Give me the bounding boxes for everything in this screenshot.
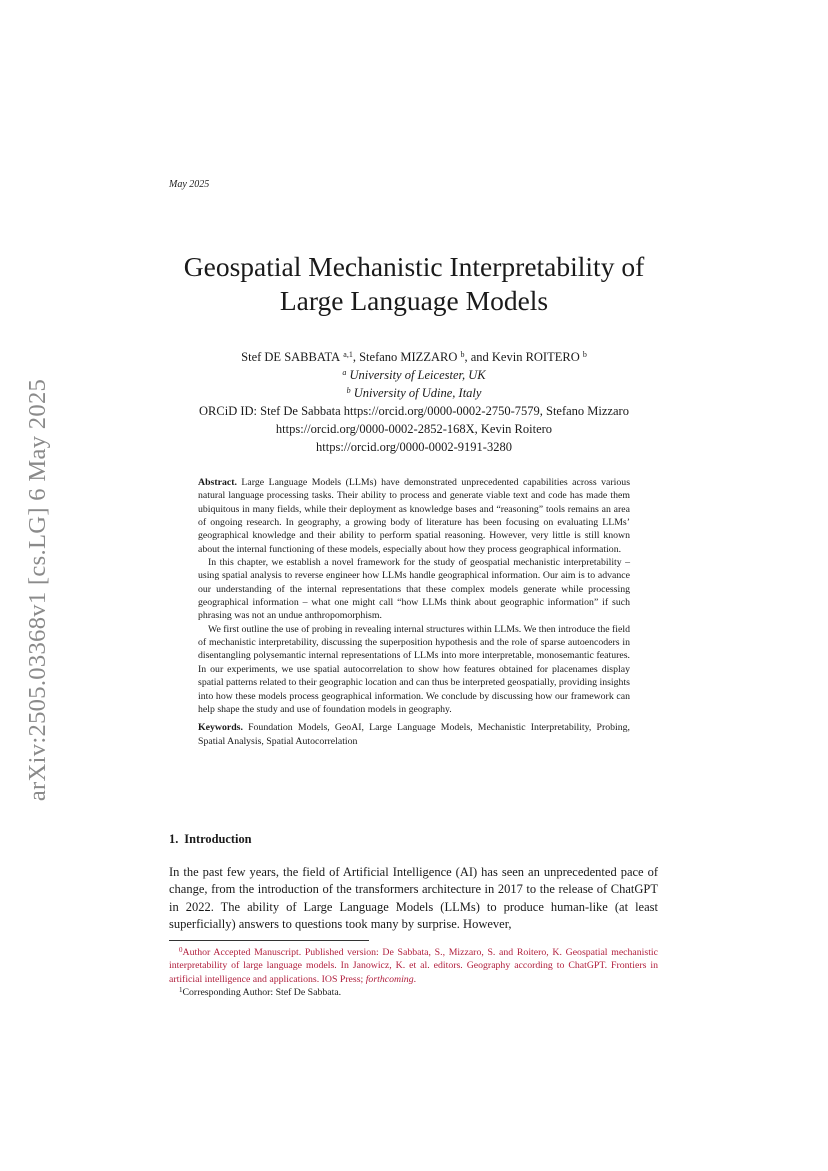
affiliation: [150, 384, 678, 402]
footnote-italic: forthcoming: [365, 973, 414, 985]
footnote-end: .: [413, 973, 417, 985]
abstract: [198, 476, 630, 748]
author-affil-mark: b: [582, 350, 587, 359]
paper-title: [150, 250, 678, 318]
footnote-1: [169, 986, 658, 999]
abstract-paragraph: In this chapter, we establish a novel framework for the study of geospatial mechanistic interpretability – using spatial analysis to reverse engineer how LLMs handle geographical information. Our aim is to advance our understanding of the internal representations that these complex models generate while processing geographical information – what one might call “how LLMs think about geographic information” if such phrasing was not an undue anthropomorphism.: [198, 557, 630, 622]
affiliation: [150, 366, 678, 384]
keywords-text: Foundation Models, GeoAI, Large Language Models, Mechanistic Interpretability, Probing, Spatial Analysis, Spatial Autocorrelation: [198, 722, 630, 747]
keywords-label: Keywords.: [198, 722, 243, 734]
orcid-line: https://orcid.org/0000-0002-9191-3280: [316, 440, 512, 454]
footnote-mark: 0: [179, 946, 183, 954]
section-title: Introduction: [184, 832, 252, 846]
title-line-1: Geospatial Mechanistic Interpretability of: [183, 251, 645, 282]
abstract-paragraph: We first outline the use of probing in revealing internal structures within LLMs. We then introduce the field of mechanistic interpretability, discussing the superposition hypothesis and the role of sparse autoencoders in disentangling polysemantic internal representations of LLMs into more interpretable, monosemantic features. In our experiments, we use spatial autocorrelation to show how features obtained for placenames display spatial patterns related to their geographic location and can thus be interpreted geospatially, providing insights into how these models process geographical information. We conclude by discussing how our framework can help shape the study and use of foundation models in geography.: [198, 623, 630, 715]
footnote-text: Corresponding Author: Stef De Sabbata.: [182, 987, 342, 999]
keywords: [198, 721, 630, 748]
footnotes: [169, 946, 658, 1000]
publication-date: May 2025: [169, 179, 210, 190]
author-list: [150, 348, 678, 366]
footnote-text[interactable]: Author Accepted Manuscript. Published version: De Sabbata, S., Mizzaro, S. and Roitero, K. Geospatial mechanistic interpretability of large language models. In Janowicz, K. et al. editors. Geography according to ChatGPT. Frontiers in artificial intelligence and applications. IOS Press;: [169, 947, 658, 985]
title-line-2: Large Language Models: [279, 285, 549, 316]
author-name: , and Kevin ROITERO: [464, 350, 580, 364]
author-name: Stef DE SABBATA: [241, 350, 341, 364]
author-name: , Stefano MIZZARO: [352, 350, 458, 364]
section-heading: [169, 832, 258, 847]
affiliation-name: University of Leicester, UK: [349, 368, 486, 382]
abstract-text: Large Language Models (LLMs) have demonstrated unprecedented capabilities across various natural language processing tasks. Their ability to process and generate viable text and code has made them ubiquitous in many fields, while their deployment as knowledge bases and “reasoning” tools remains an area of ongoing research. In geography, a growing body of literature has been focusing on evaluating LLMs’ geographical knowledge and their ability to perform spatial reasoning. However, very little is still known about the internal functioning of these models, especially about how they process geographical information.: [198, 477, 631, 555]
orcid-line: https://orcid.org/0000-0002-2852-168X, Kevin Roitero: [275, 422, 553, 436]
footnote-0: [169, 946, 658, 986]
author-block: [150, 348, 678, 456]
author-affil-mark: a,1: [343, 350, 353, 359]
section-number: 1.: [169, 832, 179, 846]
body-paragraph: In the past few years, the field of Artificial Intelligence (AI) has seen an unprecedented pace of change, from the introduction of the transformers architecture in 2017 to the release of ChatGPT in 2022. The ability of Large Language Models (LLMs) to produce human-like (at least superficially) answers to questions took many by surprise. However,: [169, 865, 658, 931]
arxiv-side-identifier: [18, 347, 58, 832]
affiliation-mark: a: [342, 368, 347, 377]
arxiv-id-text: arXiv:2505.03368v1 [cs.LG] 6 May 2025: [24, 378, 51, 801]
orcid-line: ORCiD ID: Stef De Sabbata https://orcid.org/0000-0002-2750-7579, Stefano Mizzaro: [199, 404, 629, 418]
footnote-mark: 1: [179, 986, 183, 995]
affiliation-mark: b: [346, 386, 351, 395]
affiliation-name: University of Udine, Italy: [353, 386, 482, 400]
abstract-paragraph: [198, 476, 630, 556]
author-affil-mark: b: [460, 350, 465, 359]
abstract-label: Abstract.: [198, 477, 237, 488]
footnote-rule: [169, 940, 369, 941]
